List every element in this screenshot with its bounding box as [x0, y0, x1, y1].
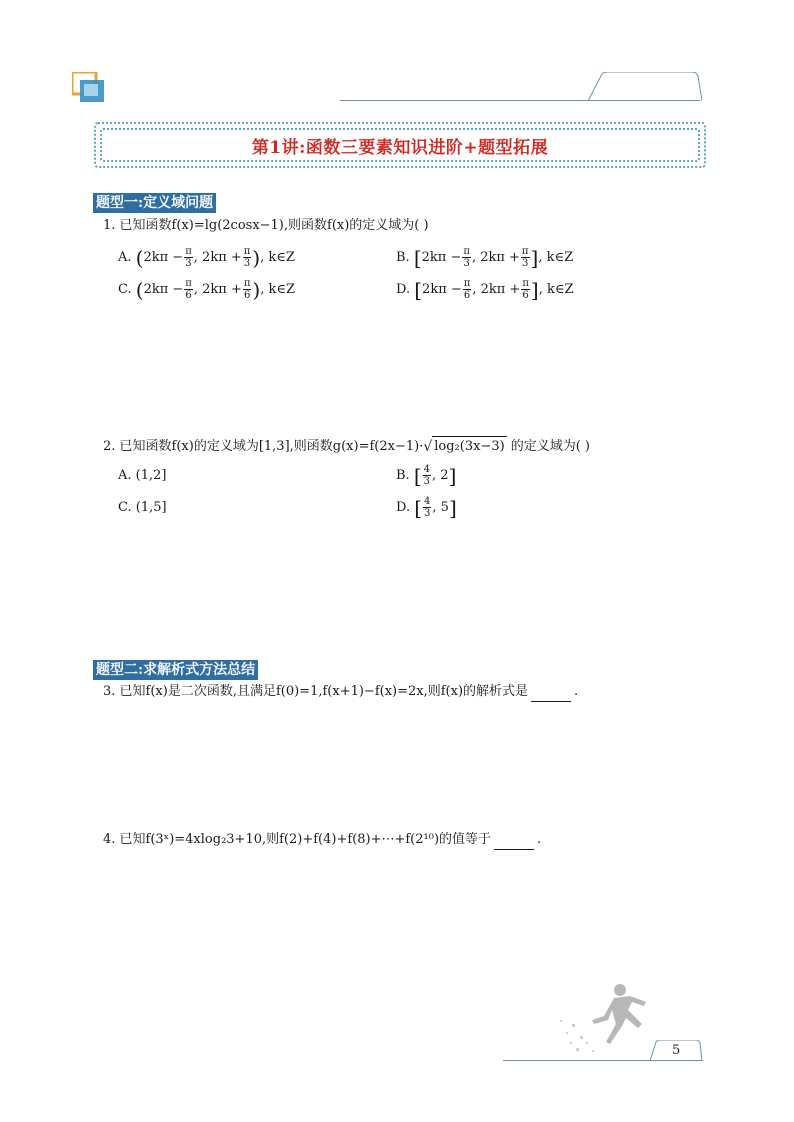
question-2-stem: 2. 已知函数f(x)的定义域为[1,3],则函数g(x)=f(2x−1)· √ log₂(3x−3) 的定义域为( ) [103, 436, 590, 457]
lesson-title: 第1讲:函数三要素知识进阶+题型拓展 [251, 137, 549, 158]
option-label: D. [396, 281, 411, 297]
fraction: $\frac{4}{3}$ [423, 464, 431, 487]
option-label: B. [396, 249, 410, 265]
header-tab-shape [588, 72, 702, 102]
sqrt-radicand: log₂(3x−3) [432, 436, 506, 457]
section-heading-analytic-expression: 题型二:求解析式方法总结 [93, 660, 258, 680]
fraction: $\frac{\pi}{6}$ [185, 278, 192, 301]
question-1-option-d[interactable]: D. [ 2kπ − $\frac{\pi}{6}$ , 2kπ + $\frac{\pi}{6}$ ] , k∈Z [396, 277, 574, 302]
fraction: $\frac{\pi}{6}$ [463, 278, 471, 301]
lesson-title-box [94, 122, 706, 168]
fraction: $\frac{\pi}{3}$ [521, 246, 529, 269]
question-1-option-a[interactable]: A. ( 2kπ − $\frac{\pi}{3}$ , 2kπ + $\frac{\pi}{3}$ ) , k∈Z [118, 245, 295, 270]
page-number: 5 [672, 1043, 681, 1058]
fraction: $\frac{\pi}{3}$ [243, 246, 251, 269]
fraction: $\frac{\pi}{3}$ [463, 246, 470, 269]
question-4-stem: 4. 已知f(3ˣ)=4xlog₂3+10,则f(2)+f(4)+f(8)+⋯+f(2¹⁰)的值等于 . [103, 830, 541, 850]
question-1-stem: 1. 已知函数f(x)=lg(2cosx−1),则函数f(x)的定义域为( ) [103, 218, 429, 233]
question-2-option-d[interactable]: D. [ $\frac{4}{3}$ , 5 ] [396, 495, 457, 520]
fraction: $\frac{\pi}{3}$ [185, 246, 192, 269]
option-label: C. [118, 281, 132, 297]
section-heading-domain: 题型一:定义域问题 [93, 193, 216, 213]
fraction: $\frac{4}{3}$ [424, 496, 431, 519]
runner-illustration-icon [552, 980, 662, 1060]
question-2-option-c[interactable]: C. (1,5] [118, 500, 167, 515]
answer-blank[interactable] [531, 689, 571, 702]
question-1-option-c[interactable]: C. ( 2kπ − $\frac{\pi}{6}$ , 2kπ + $\frac{\pi}{6}$ ) , k∈Z [118, 277, 296, 302]
fraction: $\frac{\pi}{6}$ [522, 278, 529, 301]
question-3-stem: 3. 已知f(x)是二次函数,且满足f(0)=1,f(x+1)−f(x)=2x,则f(x)的解析式是 . [103, 682, 578, 702]
question-2-option-a[interactable]: A. (1,2] [118, 468, 167, 483]
question-2-option-b[interactable]: B. [ $\frac{4}{3}$ , 2 ] [396, 463, 457, 488]
answer-blank[interactable] [494, 837, 534, 850]
fraction: $\frac{\pi}{6}$ [243, 278, 251, 301]
question-1-option-b[interactable]: B. [ 2kπ − $\frac{\pi}{3}$ , 2kπ + $\frac{\pi}{3}$ ] , k∈Z [396, 245, 574, 270]
corner-logo-icon [72, 72, 106, 104]
option-label: A. [118, 249, 132, 265]
sqrt-sign-icon: √ [423, 438, 433, 455]
